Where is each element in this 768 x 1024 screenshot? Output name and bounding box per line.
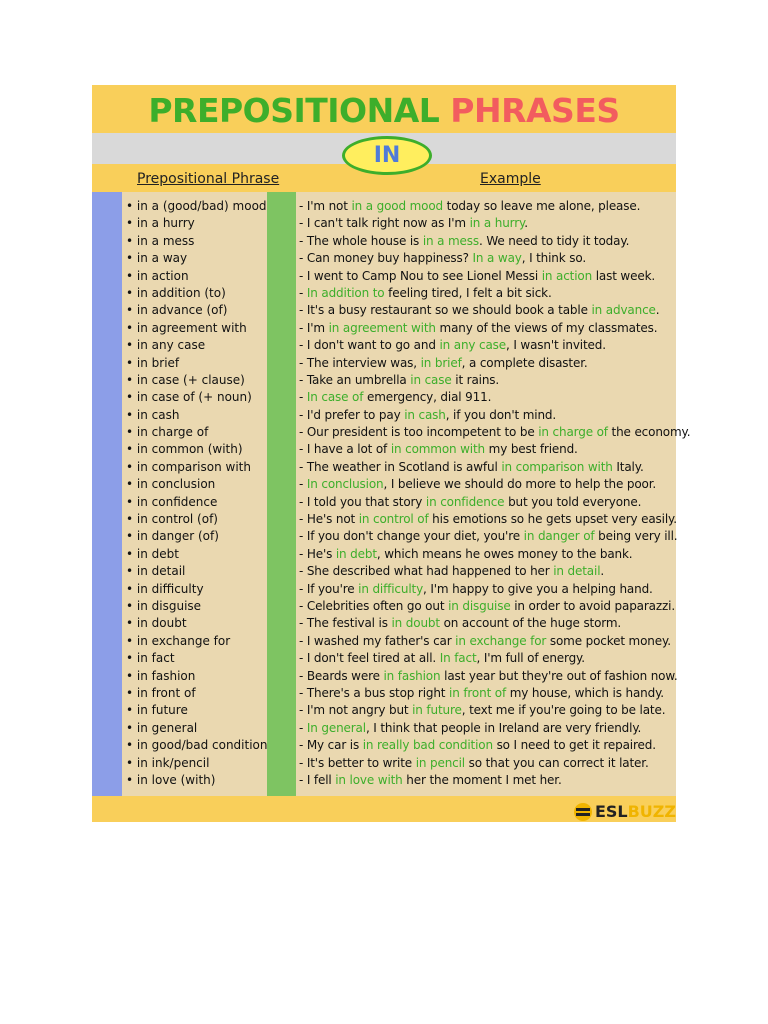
example-sentence [299,598,675,615]
phrase-text: • in case of (+ noun) [126,390,252,405]
example-sentence [299,355,588,372]
example-highlight: in confidence [425,494,505,509]
example-post: my best friend. [485,442,578,457]
list-item [92,633,676,650]
logo-buzz: BUZZ [627,802,676,821]
example-sentence [299,650,585,667]
example-highlight: in advance [591,303,656,318]
list-item [92,668,676,685]
example-highlight: in disguise [448,598,511,613]
phrase-text: • in a (good/bad) mood [126,199,267,213]
example-pre: - I'd prefer to pay [299,407,405,422]
list-item [92,598,676,615]
phrase-text: • in brief [126,355,180,370]
example-post: last week. [592,268,656,283]
example-sentence [299,511,677,528]
example-highlight: in danger of [523,529,595,544]
list-item [92,302,676,319]
example-sentence [299,233,629,250]
example-pre: - [299,477,307,492]
example-pre: - I don't feel tired at all. [299,651,440,666]
phrase-text: • in fashion [126,668,196,683]
example-highlight: In fact [439,651,477,666]
example-post: . We need to tidy it today. [478,233,630,248]
phrase-text: • in future [126,703,188,718]
example-highlight: in brief [420,355,462,370]
example-post: Italy. [612,459,644,474]
phrase-text: • in comparison with [126,459,251,474]
phrase-text: • in case (+ clause) [126,372,245,387]
phrase-text: • in confidence [126,494,218,509]
example-highlight: in doubt [391,616,440,631]
example-post: , a complete disaster. [461,355,588,370]
list-item [92,233,676,250]
example-pre: - I can't talk right now as I'm [299,216,470,231]
example-sentence [299,372,499,389]
bee-icon [574,803,592,821]
title-word-2: PHRASES [450,91,620,130]
example-pre: - I'm not angry but [299,703,413,718]
example-post: some pocket money. [546,633,671,648]
list-item [92,494,676,511]
example-post: , I wasn't invited. [506,338,606,353]
phrase-text: • in cash [126,407,180,422]
example-sentence [299,528,677,545]
example-pre: - It's better to write [299,755,416,770]
phrase-text: • in charge of [126,425,209,440]
list-item [92,215,676,232]
example-highlight: in detail [553,564,601,579]
list-item [92,355,676,372]
example-post: , which means he owes money to the bank. [376,546,633,561]
list-item [92,685,676,702]
example-post: , I think so. [521,251,586,266]
phrase-text: • in disguise [126,598,202,613]
example-pre: - If you're [299,581,359,596]
subtitle-badge [342,136,432,175]
example-highlight: in fashion [383,668,441,683]
example-pre: - I'm [299,320,329,335]
example-highlight: in any case [439,338,507,353]
list-item [92,198,676,215]
example-post: being very ill. [594,529,678,544]
example-pre: - I washed my father's car [299,633,456,648]
list-item [92,615,676,632]
example-sentence [299,198,640,215]
example-pre: - He's not [299,512,359,527]
example-sentence [299,668,678,685]
example-post: on account of the huge storm. [439,616,622,631]
example-highlight: In addition to [306,285,385,300]
example-post: so I need to get it repaired. [492,738,656,753]
example-sentence [299,702,665,719]
example-highlight: in a mess [422,233,479,248]
list-item [92,389,676,406]
example-highlight: in charge of [538,425,608,440]
phrase-list [92,198,691,789]
example-sentence [299,546,632,563]
example-post: but you told everyone. [504,494,642,509]
list-item [92,268,676,285]
example-pre: - Our president is too incompetent to be [299,425,539,440]
example-sentence [299,581,653,598]
example-highlight: in really bad condition [362,738,493,753]
list-item [92,320,676,337]
example-highlight: in difficulty [358,581,424,596]
list-item [92,737,676,754]
phrase-text: • in action [126,268,189,283]
example-column-header: Example [480,171,541,187]
example-highlight: in exchange for [455,633,547,648]
example-pre: - I don't want to go and [299,338,440,353]
phrase-text: • in fact [126,651,175,666]
example-highlight: In a way [472,251,522,266]
list-item [92,424,691,441]
example-post: . [655,303,660,318]
example-highlight: in cash [404,407,446,422]
example-pre: - Can money buy happiness? [299,251,473,266]
example-sentence [299,685,664,702]
list-item [92,459,676,476]
poster [92,85,691,822]
example-highlight: in debt [335,546,377,561]
example-pre: - Take an umbrella [299,372,411,387]
phrase-text: • in agreement with [126,320,247,335]
example-pre: - My car is [299,738,363,753]
example-sentence [299,441,578,458]
phrase-text: • in exchange for [126,633,231,648]
example-sentence [299,494,641,511]
list-item [92,702,676,719]
example-sentence [299,407,556,424]
example-highlight: in front of [449,685,507,700]
example-pre: - I fell [299,772,336,787]
example-sentence [299,633,671,650]
example-pre: - The whole house is [299,233,423,248]
example-post: his emotions so he gets upset very easily. [428,512,677,527]
phrase-text: • in love (with) [126,772,216,787]
example-post: , I'm happy to give you a helping hand. [423,581,653,596]
list-item [92,337,676,354]
example-sentence [299,302,659,319]
example-post: feeling tired, I felt a bit sick. [384,285,552,300]
example-post: emergency, dial 911. [363,390,492,405]
example-post: in order to avoid paparazzi. [510,598,675,613]
example-pre: - He's [299,546,336,561]
example-highlight: in future [412,703,462,718]
example-highlight: in a good mood [351,199,444,213]
example-highlight: in case [410,372,452,387]
list-item [92,372,676,389]
list-item [92,441,676,458]
example-post: , I'm full of energy. [476,651,585,666]
example-pre: - Celebrities often go out [299,598,449,613]
example-highlight: In general [306,720,366,735]
phrase-text: • in debt [126,546,179,561]
logo-esl: ESL [594,802,628,821]
example-sentence [299,720,641,737]
example-highlight: In conclusion [306,477,384,492]
phrase-text: • in front of [126,685,196,700]
list-item [92,546,676,563]
example-sentence [299,215,528,232]
example-sentence [299,476,656,493]
phrase-text: • in conclusion [126,477,216,492]
example-post: her the moment I met her. [402,772,562,787]
example-post: my house, which is handy. [506,685,664,700]
example-sentence [299,285,552,302]
example-pre: - There's a bus stop right [299,685,450,700]
example-pre: - [299,390,307,405]
example-sentence [299,268,655,285]
example-highlight: In case of [306,390,364,405]
example-pre: - It's a busy restaurant so we should book a table [299,303,592,318]
example-sentence [299,563,604,580]
example-sentence [299,755,649,772]
example-highlight: in pencil [415,755,465,770]
example-post: , text me if you're going to be late. [461,703,666,718]
phrase-text: • in detail [126,564,186,579]
phrase-text: • in any case [126,338,206,353]
example-pre: - She described what had happened to her [299,564,554,579]
example-sentence [299,337,606,354]
list-item [92,407,676,424]
example-post: . [600,564,605,579]
example-highlight: in comparison with [501,459,613,474]
example-sentence [299,772,562,789]
phrase-text: • in common (with) [126,442,243,457]
phrase-text: • in difficulty [126,581,204,596]
example-pre: - The festival is [299,616,392,631]
phrase-text: • in ink/pencil [126,755,210,770]
example-highlight: in a hurry [469,216,525,231]
example-highlight: in control of [358,512,429,527]
phrase-text: • in good/bad condition [126,738,268,753]
example-sentence [299,424,690,441]
list-item [92,650,676,667]
example-post: so that you can correct it later. [464,755,649,770]
example-post: , I think that people in Ireland are very friendly. [365,720,642,735]
phrase-text: • in doubt [126,616,187,631]
list-item [92,563,676,580]
example-post: today so leave me alone, please. [443,199,641,213]
example-pre: - [299,720,307,735]
list-item [92,755,676,772]
subtitle-text: IN [373,143,401,168]
example-post: , if you don't mind. [445,407,557,422]
example-post: many of the views of my classmates. [435,320,658,335]
phrase-text: • in general [126,720,198,735]
example-highlight: in agreement with [328,320,436,335]
example-sentence [299,459,644,476]
example-sentence [299,737,656,754]
example-pre: - I have a lot of [299,442,391,457]
list-item [92,720,676,737]
example-pre: - I'm not [299,199,352,213]
list-item [92,511,676,528]
phrase-column-header: Prepositional Phrase [137,171,280,187]
list-item [92,581,676,598]
phrase-text: • in control (of) [126,512,218,527]
example-highlight: in common with [390,442,486,457]
example-highlight: in love with [335,772,403,787]
phrase-text: • in advance (of) [126,303,228,318]
example-pre: - I told you that story [299,494,426,509]
example-pre: - Beards were [299,668,384,683]
example-pre: - The interview was, [299,355,421,370]
example-pre: - If you don't change your diet, you're [299,529,524,544]
example-sentence [299,615,621,632]
phrase-text: • in danger (of) [126,529,219,544]
example-sentence [299,389,491,406]
phrase-text: • in a way [126,251,188,266]
phrase-text: • in a mess [126,233,195,248]
page-title [92,91,676,131]
example-highlight: in action [541,268,593,283]
example-pre: - [299,285,307,300]
phrase-text: • in a hurry [126,216,195,231]
eslbuzz-logo [574,801,676,821]
example-sentence [299,320,657,337]
example-pre: - The weather in Scotland is awful [299,459,502,474]
example-post: . [524,216,528,231]
list-item [92,285,676,302]
example-post: it rains. [451,372,500,387]
list-item [92,528,676,545]
example-post: last year but they're out of fashion now. [440,668,678,683]
title-word-1: PREPOSITIONAL [148,91,440,130]
list-item [92,476,676,493]
example-pre: - I went to Camp Nou to see Lionel Messi [299,268,542,283]
example-sentence [299,250,586,267]
list-item [92,250,676,267]
example-post: the economy. [607,425,691,440]
example-post: , I believe we should do more to help the poor. [383,477,657,492]
list-item [92,772,676,789]
phrase-text: • in addition (to) [126,285,226,300]
